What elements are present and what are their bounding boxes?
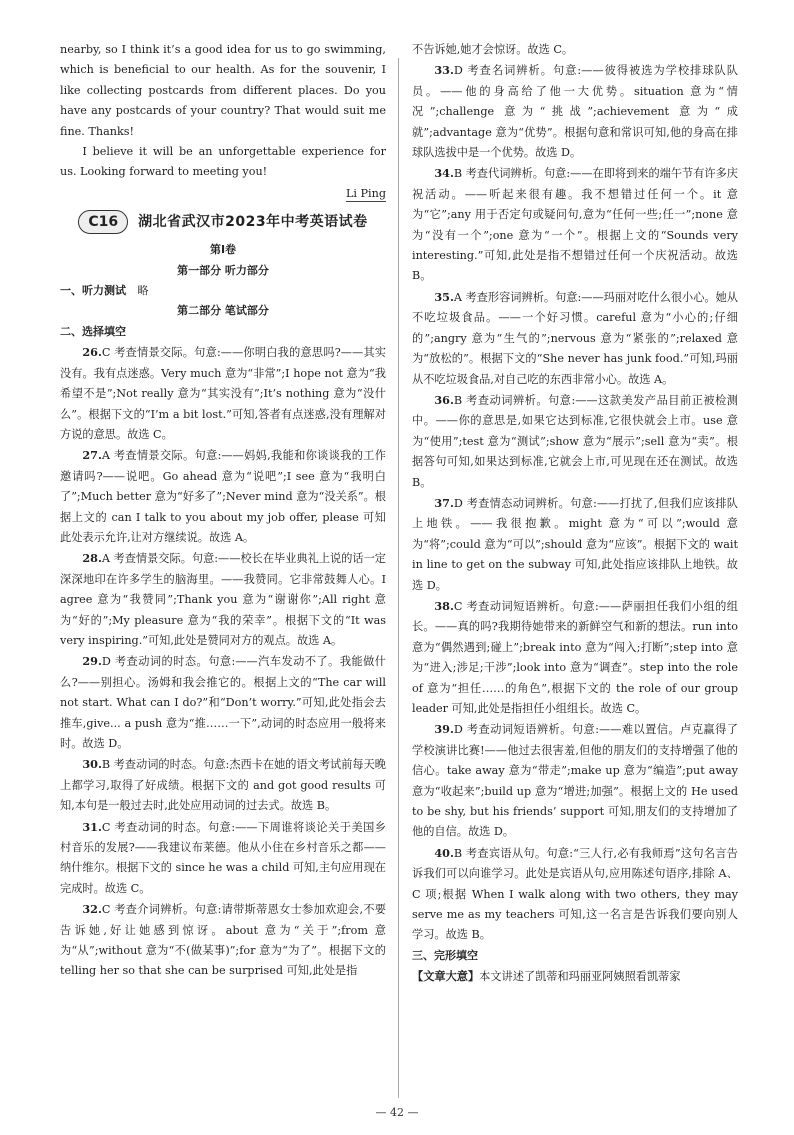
answer-28 [60, 548, 386, 651]
answer-39 [412, 719, 738, 842]
section3-heading: 三、完形填空 [412, 948, 478, 962]
answer-number: 36. [434, 392, 454, 407]
answer-number: 38. [434, 598, 454, 613]
paper-title: 湖北省武汉市2023年中考英语试卷 [138, 214, 368, 231]
answer-32 [60, 899, 386, 982]
answer-number: 40. [434, 845, 454, 860]
page-number: — 42 — [375, 1106, 419, 1119]
answer-34 [412, 163, 738, 286]
answer-number: 39. [434, 722, 454, 737]
answer-text: C 考查介词辨析。句意:请带斯蒂恩女士参加欢迎会,不要告诉她,好让她感到惊讶。about 意为“关于”;from 意为“从”;without 意为“不(做某事)”;for 意为“为了”。根据下文的 telling her so that she can be surprised 可知,此处是指 [60, 903, 386, 978]
answer-text: B 考查动词的时态。句意:杰西卡在她的语文考试前每天晚上都学习,取得了好成绩。根据下文的 and got good results 可知,本句是一般过去时,此处应用动词的过去式。故选 B。 [60, 758, 386, 813]
answer-text: D 考查情态动词辨析。句意:——打扰了,但我们应该排队上地铁。——我很抱歉。might 意为“可以”;would 意为“将”;could 意为“可以”;should 意为“应该”。根据下文的 wait in line to get on the subway 可知,此处指应该排队上地铁。故选 D。 [412, 496, 738, 592]
part2-heading: 第二部分 笔试部分 [177, 304, 269, 318]
answer-number: 33. [434, 63, 454, 78]
answer-37 [412, 493, 738, 596]
answer-text: A 考查情景交际。句意:——校长在毕业典礼上说的话一定深深地印在许多学生的脑海里。——我赞同。它非常鼓舞人心。I agree 意为“我赞同”;Thank you 意为“谢谢你”;All right 意为“好的”;My pleasure 意为“我的荣幸”。根据下文的“It was very inspiring.”可知,此处是赞同对方的观点。故选 A。 [60, 552, 386, 647]
answer-text: A 考查情景交际。句意:——妈妈,我能和你谈谈我的工作邀请吗?——说吧。Go ahead 意为“说吧”;I see 意为“我明白了”;Much better 意为“好多了”;Never mind 意为“没关系”。根据上文的 can I talk to you about my job offer, please 可知此处表示允许,让对方继续说。故选 A。 [60, 449, 386, 544]
paper-title-block [60, 208, 386, 236]
answer-number: 30. [82, 757, 102, 772]
section2-heading: 二、选择填空 [60, 324, 126, 338]
answer-number: 26. [82, 345, 102, 360]
left-column [60, 40, 386, 982]
part1-heading: 第一部分 听力部分 [177, 263, 269, 277]
signature-text: Li Ping [345, 186, 386, 200]
answer-text: B 考查代词辨析。句意:——在即将到来的端午节有许多庆祝活动。——听起来很有趣。我不想错过任何一个。it 意为“它”;any 用于否定句或疑问句,意为“任何一些;任一”;none 意为“没有一个”;one 意为“一个”。根据上文的“Sounds very interesting.”可知,此处是指不想错过任何一个庆祝活动。故选 B。 [412, 167, 738, 283]
answer-40 [412, 843, 738, 946]
answer-text: B 考查宾语从句。句意:“三人行,必有我师焉”这句名言告诉我们可以向谁学习。此处是宾语从句,应用陈述句语序,排除 A、C 项;根据 When I walk along with two others, they may serve me as my teachers 可知,这一名言是告诉我们要向别人学习。故选 B。 [412, 846, 738, 942]
answer-text: C 考查动词的时态。句意:——下周谁将谈论关于美国乡村音乐的发展?——我建议布莱德。他从小住在乡村音乐之都——纳什维尔。根据下文的 since he was a child 可知,主句应用现在完成时。故选 C。 [60, 820, 386, 895]
answer-text: B 考查动词辨析。句意:——这款美发产品目前正被检测中。——你的意思是,如果它达到标准,它很快就会上市。use 意为“使用”;test 意为“测试”;show 意为“展示”;sell 意为“卖”。根据答句可知,如果达到标准,它就会上市,可见现在还在测试。故选 B。 [412, 393, 738, 489]
answer-36 [412, 390, 738, 493]
answer-number: 28. [82, 551, 102, 566]
answer-text: C 考查动词短语辨析。句意:——萨丽担任我们小组的组长。——真的吗?我期待她带来的新鲜空气和新的想法。run into 意为“偶然遇到;碰上”;break into 意为“闯入;打断”;step into 意为“进入;涉足;干涉”;look into 意为“调查”。step into the role of 意为“担任……的角色”,根据下文的 the role of our group leader 可知,此处是指担任小组组长。故选 C。 [412, 599, 738, 715]
section1-note: 略 [137, 284, 149, 298]
answer-33 [412, 60, 738, 163]
letter-paragraph-2: I believe it will be an unforgettable experience for us. Looking forward to meeting you! [60, 145, 386, 179]
answer-26 [60, 342, 386, 445]
answer-text: D 考查动词的时态。句意:——汽车发动不了。我能做什么?——别担心。汤姆和我会推它的。根据上文的“The car will not start. What can I do?”和“Don’t worry.”可知,此处指会去推车,give... a push 意为“推……一下”,动词的时态应用一般将来时。故选 D。 [60, 655, 386, 750]
answer-text: D 考查名词辨析。句意:——彼得被选为学校排球队队员。——他的身高给了他一大优势。situation 意为“情况”;challenge 意为“挑战”;achievement 意为“成就”;advantage 意为“优势”。根据句意和常识可知,他的身高在排球队选拔中是一个优势。故选 D。 [412, 64, 738, 160]
letter-paragraph-1: nearby, so I think it’s a good idea for us to go swimming, which is beneficial to our health. As for the souvenir, I like collecting postcards from different places. Do you have any postcards of your country? That would suit me fine. Thanks! [60, 43, 386, 138]
answer-number: 27. [82, 448, 102, 463]
summary-tag: 【文章大意】 [412, 969, 480, 984]
answer-number: 29. [82, 654, 102, 669]
answer-35 [412, 287, 738, 390]
article-summary [412, 966, 738, 987]
answer-38 [412, 596, 738, 719]
answer-32-continued: 不告诉她,她才会惊讶。故选 C。 [412, 43, 574, 56]
answer-30 [60, 754, 386, 816]
volume-heading: 第Ⅰ卷 [209, 243, 237, 257]
answer-number: 34. [434, 166, 454, 181]
paper-badge: C16 [78, 210, 128, 234]
answer-text: C 考查情景交际。句意:——你明白我的意思吗?——其实没有。我有点迷惑。Very much 意为“非常”;I hope not 意为“我希望不是”;Not really 意为“其实没有”;It’s nothing 意为“没什么”。根据下文的“I’m a bit lost.”可知,答者有点迷惑,没有理解对方说的意思。故选 C。 [60, 346, 386, 441]
answer-29 [60, 651, 386, 754]
right-column [412, 40, 738, 988]
answer-number: 32. [82, 902, 102, 917]
section1-heading [60, 281, 386, 301]
answer-number: 37. [434, 495, 454, 510]
answer-text: D 考查动词短语辨析。句意:——难以置信。卢克赢得了学校演讲比赛!——他过去很害羞,但他的朋友们的支持增强了他的信心。take away 意为“带走”;make up 意为“编造”;put away 意为“收起来”;build up 意为“增进;加强”。根据上文的 He used to be shy, but his friends’ support 可知,朋友们的支持增加了他的自信。故选 D。 [412, 723, 738, 839]
summary-text: 本文讲述了凯蒂和玛丽亚阿姨照看凯蒂家 [479, 970, 681, 984]
answer-number: 31. [82, 819, 102, 834]
column-divider [398, 58, 399, 1098]
section1-title: 一、听力测试 [60, 284, 126, 298]
answer-31 [60, 817, 386, 900]
signature [60, 184, 386, 204]
answer-27 [60, 445, 386, 548]
answer-text: A 考查形容词辨析。句意:——玛丽对吃什么很小心。她从不吃垃圾食品。——一个好习惯。careful 意为“小心的;仔细的”;angry 意为“生气的”;nervous 意为“紧张的”;relaxed 意为“放松的”。根据下文的“She never has junk food.”可知,玛丽从不吃垃圾食品,对自己吃的东西非常小心。故选 A。 [412, 290, 738, 386]
answer-number: 35. [434, 289, 454, 304]
